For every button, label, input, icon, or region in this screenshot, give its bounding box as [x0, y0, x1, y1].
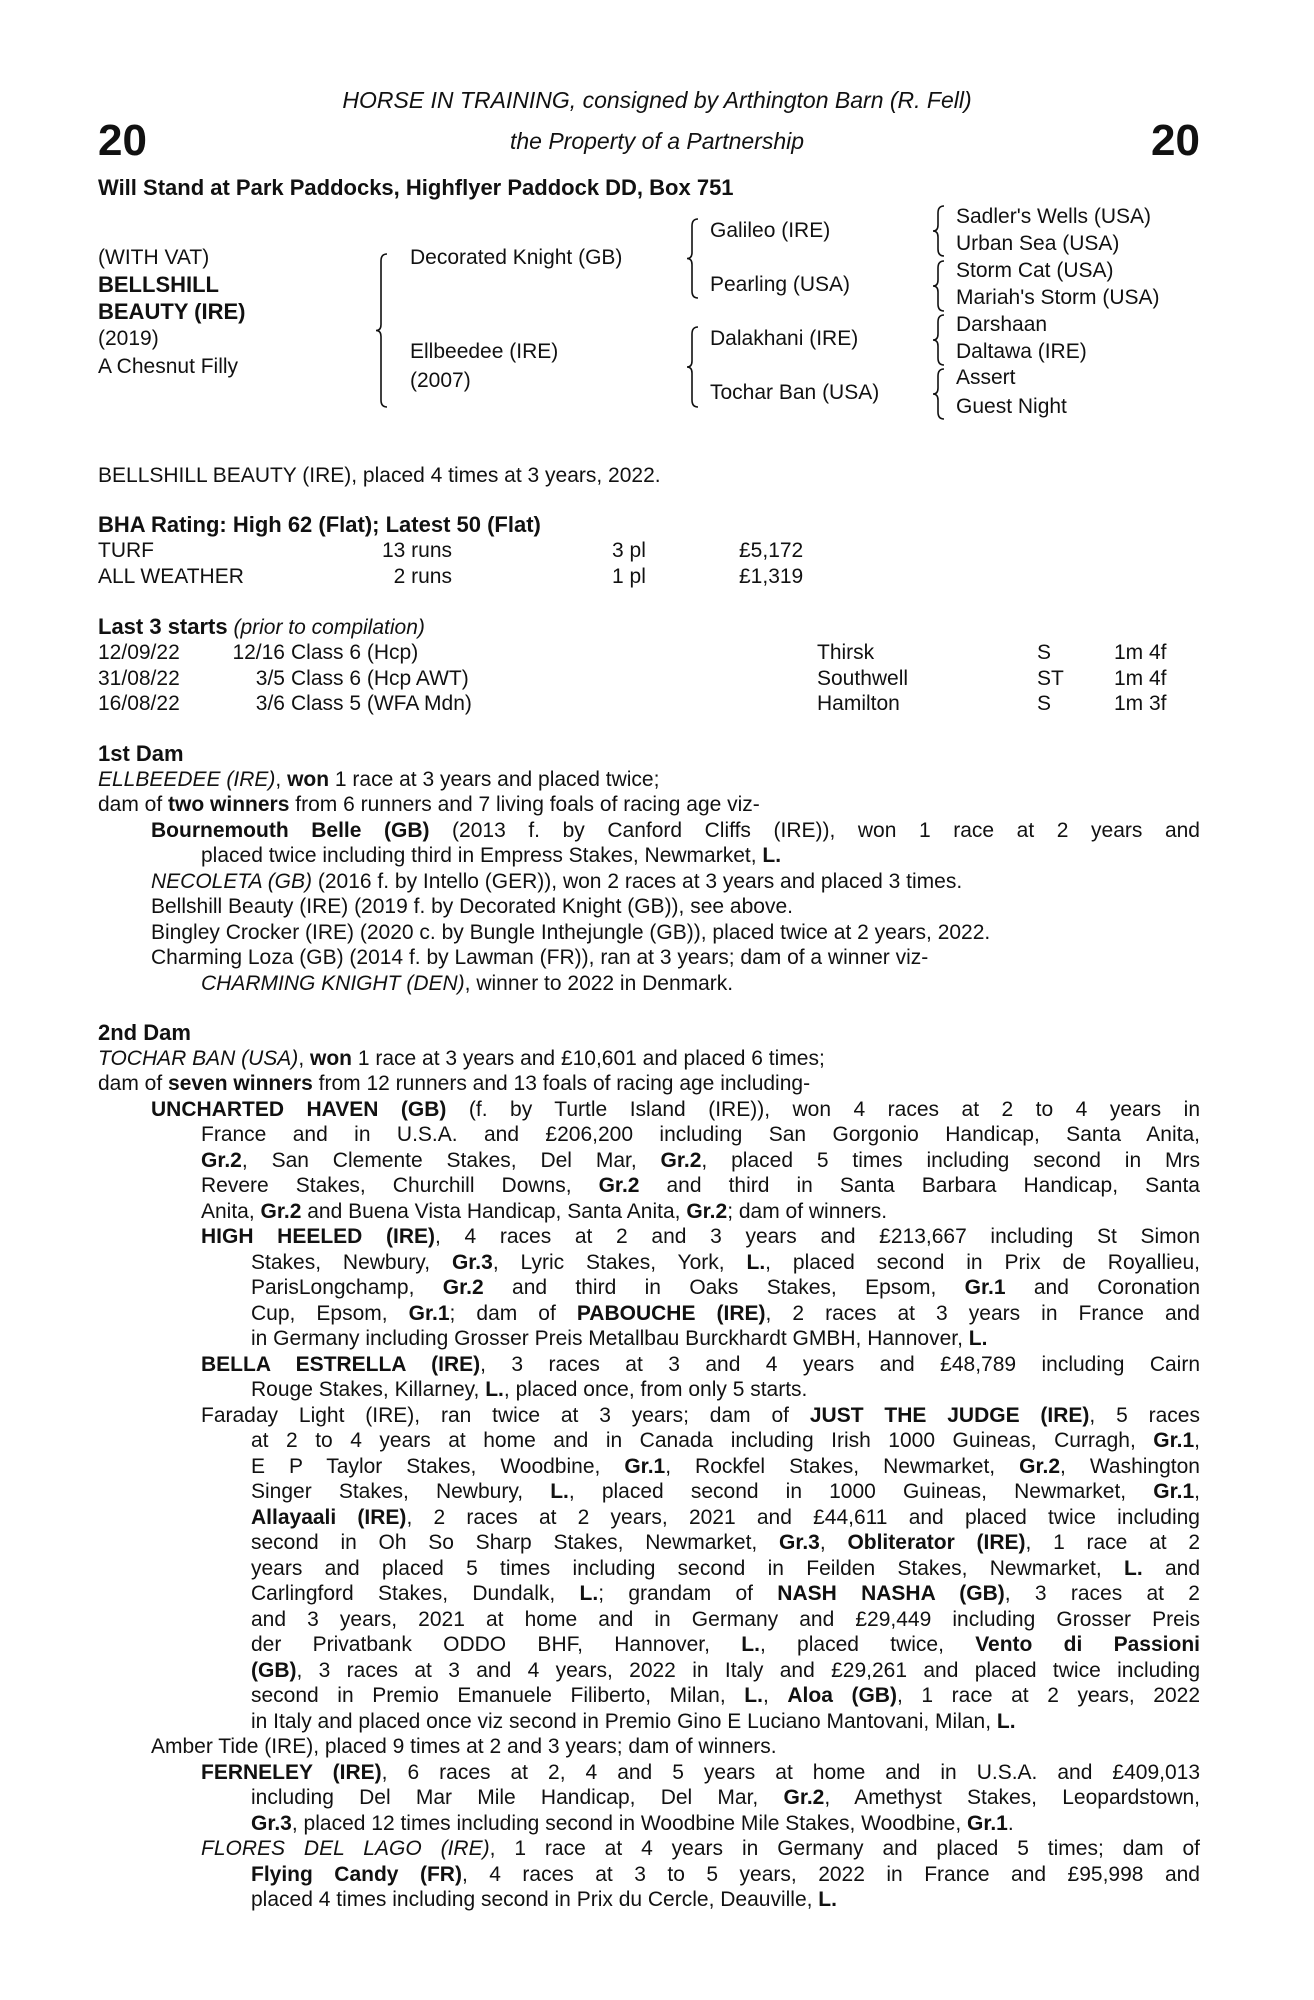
text: ,	[819, 1531, 848, 1554]
produce-record-line	[151, 945, 1200, 971]
italic-text: TOCHAR BAN (USA)	[98, 1046, 299, 1070]
start-going: S	[1037, 641, 1052, 664]
text: , placed twice,	[759, 1633, 976, 1656]
produce-record-line	[201, 1173, 1200, 1199]
bold-text: Gr.1	[408, 1301, 450, 1325]
produce-record-line	[201, 971, 1200, 997]
start-race: Class 6 (Hcp)	[291, 641, 419, 664]
last-starts-heading: Last 3 starts	[98, 614, 228, 639]
bracket-icon	[932, 314, 946, 366]
bold-text: Gr.2	[598, 1174, 640, 1197]
text: , placed second in 1000 Guineas, Newmarket,	[568, 1480, 1154, 1503]
produce-record-line	[251, 1377, 1200, 1403]
text: , 3 races at 3 and 4 years, 2022 in Italy and £29,261 and placed twice including	[296, 1658, 1200, 1682]
great-grandparent: Daltawa (IRE)	[956, 340, 1087, 363]
bracket-icon	[932, 205, 946, 257]
text: ; dam of	[449, 1301, 577, 1325]
start-pos: 3/5	[255, 666, 285, 690]
produce-record-line	[251, 1301, 1200, 1327]
text: , 1 race at 2	[1025, 1531, 1200, 1554]
text: der Privatbank ODDO BHF, Hannover,	[251, 1633, 742, 1656]
produce-record-line	[201, 843, 1200, 869]
produce-record-line	[201, 1352, 1200, 1378]
text: and third in Oaks Stakes, Epsom,	[483, 1276, 965, 1299]
text: , placed second in Prix de Royallieu,	[765, 1250, 1200, 1274]
text: and	[1142, 1556, 1200, 1580]
bold-text: Gr.2	[783, 1786, 825, 1809]
produce-record-line	[151, 869, 1200, 895]
text: , Washington	[1060, 1454, 1200, 1478]
text: dam of	[98, 793, 169, 816]
bold-text: Gr.2	[660, 1148, 702, 1172]
text: and third in Santa Barbara Handicap, Santa	[639, 1174, 1200, 1197]
produce-record-line	[251, 1250, 1200, 1276]
bold-text: Gr.3	[451, 1250, 493, 1274]
italic-text: FLORES DEL LAGO (IRE)	[201, 1837, 490, 1860]
produce-record-line	[201, 1836, 1200, 1862]
text: placed twice including third in Empress Stakes, Newmarket,	[201, 844, 763, 867]
text: , winner to 2022 in Denmark.	[464, 971, 734, 995]
start-going: ST	[1037, 666, 1064, 690]
text: ,	[762, 1684, 788, 1707]
bold-text: L.	[1124, 1556, 1143, 1580]
lot-number-left: 20	[98, 116, 147, 165]
start-distance: 1m 4f	[1114, 641, 1167, 664]
produce-record-line	[251, 1683, 1200, 1709]
bold-text: Bournemouth Belle (GB)	[151, 818, 430, 842]
produce-record-line	[251, 1454, 1200, 1480]
produce-record-line	[201, 1760, 1200, 1786]
produce-record-line	[251, 1607, 1200, 1633]
start-course: Southwell	[817, 666, 909, 690]
text: dam of	[98, 1072, 169, 1095]
text: , placed 12 times including second in Woodbine Mile Stakes, Woodbine,	[291, 1811, 967, 1835]
bold-text: won	[309, 1046, 352, 1070]
start-distance: 1m 3f	[1114, 692, 1167, 716]
first-dam-section	[98, 741, 1200, 996]
bracket-icon	[686, 218, 700, 299]
text: E P Taylor Stakes, Woodbine,	[251, 1454, 625, 1478]
grandparent: Galileo (IRE)	[710, 219, 831, 242]
bold-text: L.	[550, 1480, 569, 1503]
produce-record-line	[201, 1199, 1200, 1225]
text: , placed once, from only 5 starts.	[503, 1378, 808, 1401]
bold-text: BELLA ESTRELLA (IRE)	[201, 1352, 481, 1376]
produce-record-line	[201, 1403, 1200, 1429]
text: Singer Stakes, Newbury,	[251, 1480, 551, 1503]
grandparent: Pearling (USA)	[710, 273, 851, 296]
text: from 6 runners and 7 living foals of racing age viz-	[289, 793, 760, 816]
bold-text: Flying Candy (FR)	[251, 1862, 462, 1886]
produce-record-line	[251, 1887, 1200, 1913]
surface: TURF	[98, 539, 154, 562]
bold-text: Gr.1	[964, 1276, 1006, 1299]
text: Rouge Stakes, Killarney,	[251, 1378, 486, 1401]
text: ,	[275, 767, 288, 791]
text: (2016 f. by Intello (GER)), won 2 races at 3 years and placed 3 times.	[312, 869, 963, 893]
text: Charming Loza (GB) (2014 f. by Lawman (FR)), ran at 3 years; dam of a winner viz-	[151, 946, 929, 969]
placings: 3 pl	[612, 539, 646, 562]
text: ; grandam of	[598, 1582, 778, 1605]
text: , 2 races at 2 years, 2021 and £44,611 and placed twice including	[406, 1505, 1200, 1529]
produce-record-line	[251, 1275, 1200, 1301]
text: and 3 years, 2021 at home and in Germany and £29,449 including Grosser Preis	[251, 1607, 1200, 1631]
stabling-location: Will Stand at Park Paddocks, Highflyer Paddock DD, Box 751	[98, 175, 734, 200]
produce-record-line	[151, 894, 1200, 920]
start-going: S	[1037, 692, 1052, 716]
text: 1 race at 3 years and £10,601 and placed 6 times;	[351, 1046, 825, 1070]
bold-text: FERNELEY (IRE)	[201, 1760, 382, 1784]
text: (2013 f. by Canford Cliffs (IRE)), won 1 race at 2 years and	[429, 818, 1200, 842]
bold-text: Gr.1	[1153, 1480, 1195, 1503]
bold-text: two winners	[168, 793, 290, 816]
produce-record-line	[201, 1148, 1200, 1174]
great-grandparent: Assert	[956, 366, 1016, 389]
bold-text: won	[287, 767, 330, 791]
text: and Coronation	[1005, 1276, 1200, 1299]
bold-text: L.	[744, 1684, 763, 1707]
text: , 4 races at 3 to 5 years, 2022 in France and £95,998 and	[461, 1862, 1200, 1886]
section-heading: 2nd Dam	[98, 1020, 191, 1045]
produce-record-line	[251, 1632, 1200, 1658]
bold-text: JUST THE JUDGE (IRE)	[809, 1403, 1090, 1427]
vendor-line: the Property of a Partnership	[509, 128, 805, 154]
bold-text: Gr.2	[1019, 1454, 1061, 1478]
sire: Decorated Knight (GB)	[410, 246, 623, 269]
text: Bingley Crocker (IRE) (2020 c. by Bungle Inthejungle (GB)), placed twice at 2 years, 2022.	[151, 920, 991, 944]
grandparent: Dalakhani (IRE)	[710, 327, 859, 350]
start-course: Hamilton	[817, 692, 900, 716]
dam: Ellbeedee (IRE)	[410, 340, 559, 363]
produce-record-line	[251, 1326, 1200, 1352]
start-date: 16/08/22	[98, 692, 180, 716]
bold-text: Gr.1	[624, 1454, 666, 1478]
bold-text: L.	[996, 1709, 1016, 1733]
bold-text: Gr.2	[201, 1148, 242, 1172]
text: placed 4 times including second in Prix du Cercle, Deauville,	[251, 1888, 819, 1911]
bold-text: Gr.2	[686, 1199, 728, 1223]
grandparent: Tochar Ban (USA)	[710, 381, 880, 404]
produce-record-line	[251, 1479, 1200, 1505]
produce-record-line	[201, 1224, 1200, 1250]
earnings: £5,172	[739, 539, 804, 562]
produce-record-line	[251, 1785, 1200, 1811]
great-grandparent: Sadler's Wells (USA)	[956, 205, 1151, 228]
bha-rating: BHA Rating: High 62 (Flat); Latest 50 (Flat)	[98, 512, 541, 537]
bold-text: seven winners	[168, 1072, 313, 1095]
produce-record-line	[251, 1811, 1200, 1837]
text: , 3 races at 3 and 4 years and £48,789 including Cairn	[480, 1352, 1200, 1376]
bracket-icon	[932, 260, 946, 312]
bold-text: (GB)	[251, 1658, 297, 1682]
bold-text: L.	[485, 1378, 504, 1401]
produce-record-line	[151, 818, 1200, 844]
produce-record-line	[201, 1122, 1200, 1148]
placings: 1 pl	[612, 565, 646, 588]
bold-text: HIGH HEELED (IRE)	[201, 1225, 436, 1248]
great-grandparent: Mariah's Storm (USA)	[956, 286, 1160, 309]
start-race: Class 6 (Hcp AWT)	[291, 666, 469, 690]
great-grandparent: Guest Night	[956, 395, 1067, 418]
text: , Rockfel Stakes, Newmarket,	[665, 1454, 1020, 1478]
catalogue-title: HORSE IN TRAINING, consigned by Arthington Barn (R. Fell)	[342, 87, 972, 113]
bold-text: Gr.3	[251, 1811, 292, 1835]
bold-text: Aloa (GB)	[787, 1684, 897, 1707]
text: , 1 race at 4 years in Germany and placed 5 times; dam of	[489, 1837, 1200, 1860]
text: including Del Mar Mile Handicap, Del Mar,	[251, 1786, 784, 1809]
bracket-icon	[932, 368, 946, 420]
great-grandparent: Storm Cat (USA)	[956, 259, 1114, 282]
bracket-icon	[375, 253, 389, 408]
horse-name: BELLSHILL	[98, 272, 219, 297]
text: , placed 5 times including second in Mrs	[701, 1148, 1200, 1172]
produce-record-line	[251, 1505, 1200, 1531]
bold-text: L.	[741, 1633, 760, 1656]
text: , 3 races at 2	[1004, 1582, 1200, 1605]
start-date: 12/09/22	[98, 641, 180, 664]
start-pos: 3/6	[255, 692, 285, 716]
text: 1 race at 3 years and placed twice;	[329, 767, 660, 791]
runs: 2 runs	[393, 565, 452, 588]
produce-record-line	[251, 1556, 1200, 1582]
text: , 6 races at 2, 4 and 5 years at home and in U.S.A. and £409,013	[381, 1760, 1200, 1784]
text: .	[1007, 1811, 1014, 1835]
text: second in Premio Emanuele Filiberto, Milan,	[251, 1684, 745, 1707]
text: second in Oh So Sharp Stakes, Newmarket,	[251, 1531, 779, 1554]
bold-text: Gr.1	[1153, 1429, 1195, 1452]
text: and Buena Vista Handicap, Santa Anita,	[301, 1199, 687, 1223]
bold-text: Obliterator (IRE)	[847, 1531, 1026, 1554]
bold-text: L.	[579, 1582, 599, 1605]
text: ,	[1194, 1429, 1200, 1452]
bold-text: Gr.2	[260, 1199, 302, 1223]
start-date: 31/08/22	[98, 666, 180, 690]
text: ,	[1194, 1480, 1200, 1503]
produce-record-line	[98, 792, 1200, 818]
produce-record-line	[151, 1734, 1200, 1760]
runs: 13 runs	[381, 539, 452, 562]
text: (f. by Turtle Island (IRE)), won 4 races at 2 to 4 years in	[446, 1097, 1200, 1121]
bold-text: Vento di Passioni	[975, 1633, 1200, 1656]
great-grandparent: Darshaan	[956, 313, 1048, 336]
earnings: £1,319	[739, 565, 804, 588]
bold-text: Allayaali (IRE)	[251, 1505, 407, 1529]
text: years and placed 5 times including second in Feilden Stakes, Newmarket,	[251, 1556, 1125, 1580]
bold-text: NASH NASHA (GB)	[777, 1582, 1005, 1605]
text: Anita,	[201, 1199, 261, 1223]
bold-text: UNCHARTED HAVEN (GB)	[151, 1097, 447, 1121]
text: , 5 races	[1089, 1403, 1200, 1427]
text: ParisLongchamp,	[251, 1276, 443, 1299]
bracket-icon	[686, 326, 700, 408]
produce-record-line	[251, 1581, 1200, 1607]
dam-year: (2007)	[410, 369, 471, 392]
bold-text: L.	[818, 1888, 837, 1911]
produce-record-line	[251, 1428, 1200, 1454]
text: Amber Tide (IRE), placed 9 times at 2 and 3 years; dam of winners.	[151, 1735, 777, 1758]
produce-record-line	[98, 767, 1200, 793]
text: Faraday Light (IRE), ran twice at 3 years; dam of	[201, 1403, 810, 1427]
text: in Italy and placed once viz second in Premio Gino E Luciano Mantovani, Milan,	[251, 1709, 997, 1733]
produce-record-line	[251, 1709, 1200, 1735]
text: , San Clemente Stakes, Del Mar,	[241, 1148, 661, 1172]
italic-text: ELLBEEDEE (IRE)	[98, 767, 276, 791]
start-distance: 1m 4f	[1114, 666, 1167, 690]
bold-text: Gr.2	[442, 1276, 484, 1299]
text: Bellshill Beauty (IRE) (2019 f. by Decorated Knight (GB)), see above.	[151, 895, 793, 918]
produce-record-line	[251, 1530, 1200, 1556]
text: Revere Stakes, Churchill Downs,	[201, 1174, 599, 1197]
text: Cup, Epsom,	[251, 1301, 409, 1325]
surface: ALL WEATHER	[98, 565, 244, 588]
text: at 2 to 4 years at home and in Canada including Irish 1000 Guineas, Curragh,	[251, 1429, 1154, 1452]
text: Carlingford Stakes, Dundalk,	[251, 1582, 580, 1605]
bold-text: PABOUCHE (IRE)	[576, 1301, 766, 1325]
section-heading: 1st Dam	[98, 741, 184, 766]
text: ; dam of winners.	[727, 1199, 888, 1223]
text: France and in U.S.A. and £206,200 including San Gorgonio Handicap, Santa Anita,	[201, 1123, 1200, 1146]
start-pos: 12/16	[232, 641, 285, 664]
produce-record-line	[98, 1046, 1200, 1072]
produce-record-line	[151, 1097, 1200, 1123]
text: , Lyric Stakes, York,	[492, 1250, 747, 1274]
vat-status: (WITH VAT)	[98, 246, 210, 269]
great-grandparent: Urban Sea (USA)	[956, 232, 1120, 255]
text: from 12 runners and 13 foals of racing age including-	[312, 1072, 811, 1095]
text: , 4 races at 2 and 3 years and £213,667 including St Simon	[435, 1225, 1201, 1248]
start-course: Thirsk	[817, 641, 875, 664]
produce-record-line	[98, 1071, 1200, 1097]
text: , 1 race at 2 years, 2022	[896, 1684, 1201, 1707]
italic-text: CHARMING KNIGHT (DEN)	[201, 971, 465, 995]
bold-text: L.	[746, 1250, 766, 1274]
produce-record-line	[251, 1862, 1200, 1888]
second-dam-section	[98, 1020, 1200, 1913]
italic-text: NECOLETA (GB)	[151, 869, 313, 893]
race-summary: BELLSHILL BEAUTY (IRE), placed 4 times at 3 years, 2022.	[98, 464, 661, 487]
horse-name-suffix: BEAUTY (IRE)	[98, 299, 246, 324]
produce-record-line	[251, 1658, 1200, 1684]
bold-text: Gr.3	[778, 1531, 820, 1554]
bold-text: L.	[968, 1327, 988, 1350]
last-starts-note: (prior to compilation)	[233, 616, 425, 639]
start-race: Class 5 (WFA Mdn)	[291, 692, 472, 716]
text: Stakes, Newbury,	[251, 1250, 452, 1274]
bold-text: L.	[762, 844, 782, 867]
lot-number-right: 20	[1151, 116, 1200, 165]
text: , 2 races at 3 years in France and	[765, 1301, 1200, 1325]
produce-record-line	[151, 920, 1200, 946]
text: in Germany including Grosser Preis Metallbau Burckhardt GMBH, Hannover,	[251, 1327, 969, 1350]
foaling-year: (2019)	[98, 327, 159, 350]
bold-text: Gr.1	[967, 1811, 1008, 1835]
horse-description: A Chesnut Filly	[98, 355, 239, 378]
text: , Amethyst Stakes, Leopardstown,	[824, 1786, 1200, 1809]
text: ,	[298, 1046, 310, 1070]
